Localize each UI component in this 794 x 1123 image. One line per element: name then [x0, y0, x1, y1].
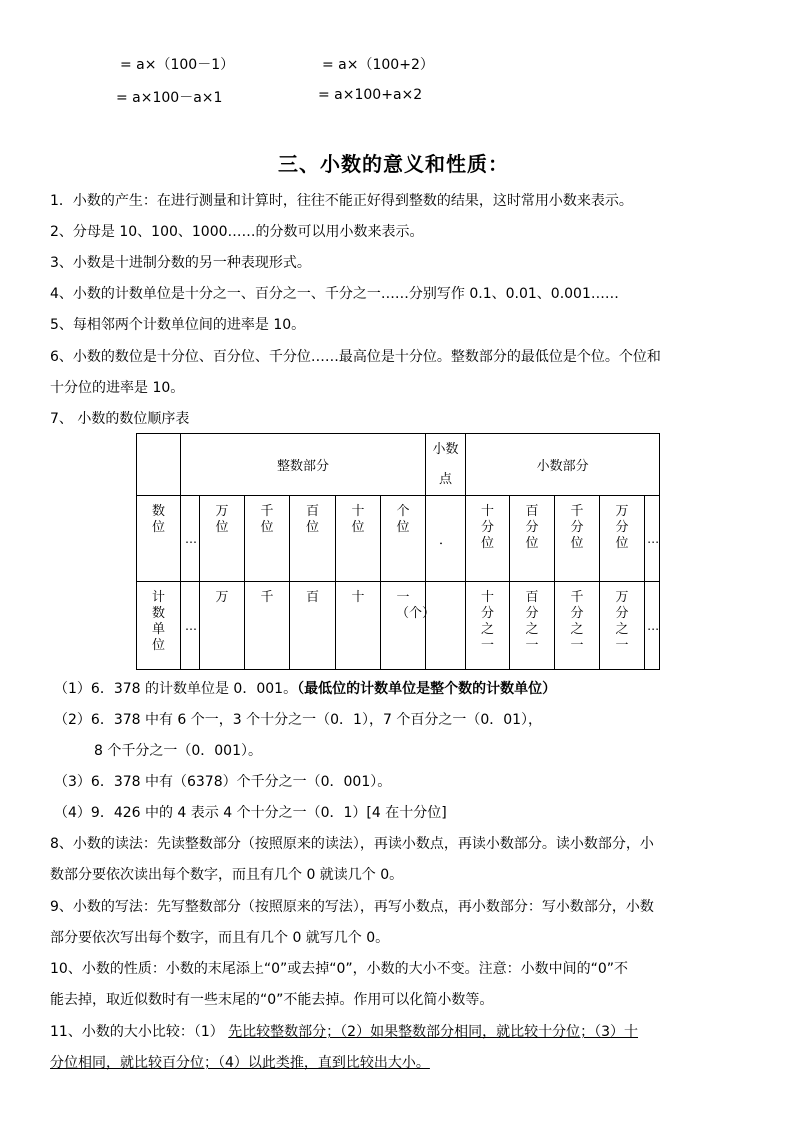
ellipsis-left-2: … — [181, 582, 200, 670]
unit-point-empty — [426, 582, 466, 670]
place-thousandths: 千分位 — [555, 496, 600, 582]
row-label-unit: 计数单位 — [137, 582, 181, 670]
ellipsis-right: … — [645, 496, 660, 582]
example-4: （4）9．426 中的 4 表示 4 个十分之一（0．1）[4 在十分位] — [54, 805, 447, 821]
unit-hundredth: 百分之一 — [510, 582, 555, 670]
example-1-text: （1）6．378 的计数单位是 0．001。 — [54, 681, 298, 697]
place-shi: 十位 — [336, 496, 381, 582]
row-label-place: 数位 — [137, 496, 181, 582]
formula-left-2: = a×100－a×1 — [116, 90, 223, 106]
item-2: 2、分母是 10、100、1000……的分数可以用小数来表示。 — [50, 224, 424, 240]
place-ten-thousandths: 万分位 — [600, 496, 645, 582]
unit-wan: 万 — [200, 582, 245, 670]
example-1-note: （最低位的计数单位是整个数的计数单位） — [297, 681, 557, 697]
place-bai: 百位 — [290, 496, 336, 582]
place-wan: 万位 — [200, 496, 245, 582]
rule-8-line-2: 数部分要依次读出每个数字，而且有几个 0 就读几个 0。 — [50, 867, 404, 883]
formula-right-2: = a×100+a×2 — [318, 87, 423, 103]
section-title: 三、小数的意义和性质： — [278, 152, 509, 176]
decimal-point-cell: ． — [426, 496, 466, 582]
rule-11-prefix: 11、小数的大小比较：（1） — [50, 1024, 224, 1040]
rule-11-line-1 — [50, 1021, 638, 1041]
ellipsis-right-2: … — [645, 582, 660, 670]
decimal-point-header: 小数点 — [426, 434, 466, 496]
decimal-place-value-table — [136, 433, 660, 670]
item-5: 5、每相邻两个计数单位间的进率是 10。 — [50, 317, 306, 333]
place-hundredths: 百分位 — [510, 496, 555, 582]
rule-9-line-2: 部分要依次写出每个数字，而且有几个 0 就写几个 0。 — [50, 930, 390, 946]
rule-11-underlined: 先比较整数部分；（2）如果整数部分相同，就比较十分位；（3）十 — [228, 1024, 639, 1040]
integer-part-header: 整数部分 — [181, 434, 426, 496]
item-4: 4、小数的计数单位是十分之一、百分之一、千分之一……分别写作 0.1、0.01、0.001…… — [50, 286, 619, 302]
table-corner-cell — [137, 434, 181, 496]
formula-left-1: = a×（100－1） — [120, 57, 235, 73]
place-qian: 千位 — [245, 496, 290, 582]
unit-qian: 千 — [245, 582, 290, 670]
place-ge: 个位 — [381, 496, 426, 582]
item-6-line-1: 6、小数的数位是十分位、百分位、千分位……最高位是十分位。整数部分的最低位是个位。个位和 — [50, 349, 661, 365]
example-2-line-2: 8 个千分之一（0．001）。 — [94, 743, 262, 759]
ellipsis-left: … — [181, 496, 200, 582]
unit-tenth: 十分之一 — [466, 582, 510, 670]
item-1: 1．小数的产生：在进行测量和计算时，往往不能正好得到整数的结果，这时常用小数来表示。 — [50, 193, 633, 209]
unit-thousandth: 千分之一 — [555, 582, 600, 670]
example-2-line-1: （2）6．378 中有 6 个一，3 个十分之一（0．1），7 个百分之一（0．01）， — [54, 712, 543, 728]
unit-ten-thousandth: 万分之一 — [600, 582, 645, 670]
rule-9-line-1: 9、小数的写法：先写整数部分（按照原来的写法），再写小数点，再小数部分：写小数部分，小数 — [50, 899, 654, 915]
example-3: （3）6．378 中有（6378）个千分之一（0．001）。 — [54, 774, 392, 790]
rule-8-line-1: 8、小数的读法：先读整数部分（按照原来的读法），再读小数点，再读小数部分。读小数部分，小 — [50, 836, 654, 852]
unit-bai: 百 — [290, 582, 336, 670]
example-1 — [54, 678, 556, 698]
unit-shi: 十 — [336, 582, 381, 670]
decimal-part-header: 小数部分 — [466, 434, 660, 496]
item-6-line-2: 十分位的进率是 10。 — [50, 380, 185, 396]
rule-10-line-1: 10、小数的性质：小数的末尾添上“0”或去掉“0”，小数的大小不变。注意：小数中间的“0”不 — [50, 961, 629, 977]
unit-ge: 一（个） — [381, 582, 426, 670]
rule-11-line-2: 分位相同，就比较百分位；（4）以此类推，直到比较出大小。 — [50, 1055, 430, 1071]
item-7: 7、 小数的数位顺序表 — [50, 411, 190, 427]
place-tenths: 十分位 — [466, 496, 510, 582]
formula-right-1: = a×（100+2） — [322, 57, 434, 73]
item-3: 3、小数是十进制分数的另一种表现形式。 — [50, 255, 311, 271]
rule-10-line-2: 能去掉，取近似数时有一些末尾的“0”不能去掉。作用可以化简小数等。 — [50, 992, 494, 1008]
